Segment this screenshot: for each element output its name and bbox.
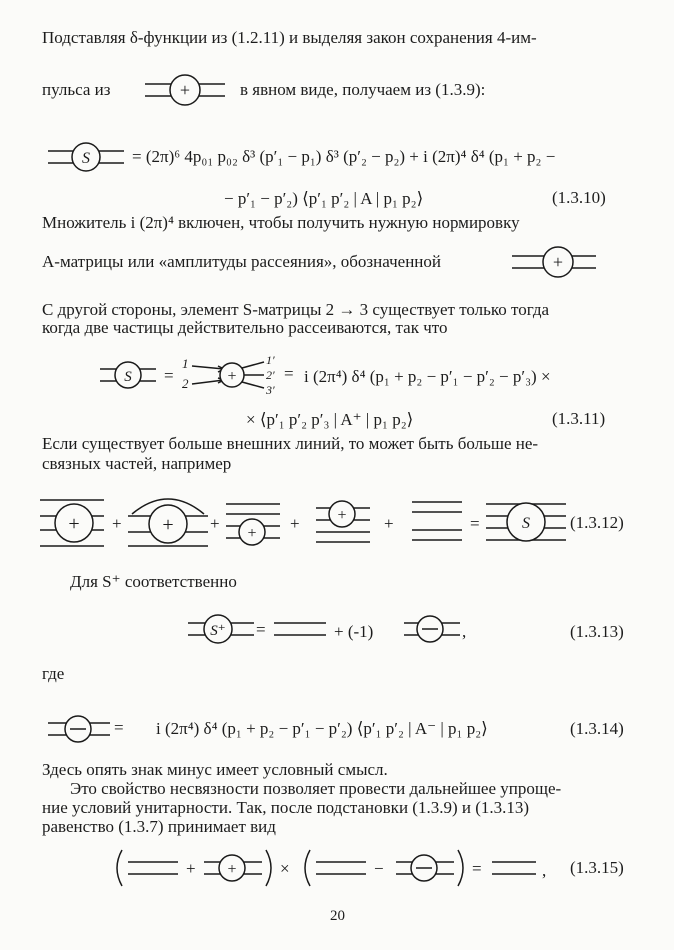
equation-1-3-10-line-a: = (2π)⁶ 4p₀₁ p₀₂ δ³ (p′₁ − p₁) δ³ (p′₂ − p₂) + i (2π)⁴ δ⁴ (p₁ + p₂ − [132,147,556,166]
equals-sign: = [284,364,294,383]
text-line-5: С другой стороны, элемент S-матрицы 2 → 3 существует только тогда [42,300,550,319]
diagram-S-label: S [124,369,132,385]
text-line-13: ние условий унитарности. Так, после подстановки (1.3.9) и (1.3.13) [42,798,530,817]
diagram-S-eq11 [100,358,156,392]
diagram-plus-A-matrix [512,244,596,280]
equation-number-1-3-10: (1.3.10) [552,188,606,207]
diagram-S-eq10 [48,140,124,174]
text-line-3: Множитель i (2π)⁴ включен, чтобы получить нужную нормировку [42,213,520,232]
diagram-2-to-3-scattering [180,352,284,398]
text-line-9: Для S⁺ соответственно [70,572,237,591]
diagram-minus [404,612,460,646]
text-line-2a: пульса из [42,80,111,99]
label-1-prime: 1′ [266,353,275,367]
text-line-2b: в явном виде, получаем из (1.3.9): [240,80,486,99]
comma: , [542,861,547,880]
label-1: 1 [182,356,189,371]
diagram-plus-inline [145,72,225,108]
text-line-12: Это свойство несвязности позволяет провести дальнейшее упроще- [70,779,562,798]
equals-sign: = [114,718,124,737]
diagram-S-label: S [82,150,90,167]
equals-sign: = [472,859,482,878]
equation-1-3-14: i (2π⁴) δ⁴ (p₁ + p₂ − p′₁ − p′₂) ⟨p′₁ p′₂ | A⁻ | p₁ p₂⟩ [156,719,488,738]
equation-1-3-10-line-b: − p′₁ − p′₂) ⟨p′₁ p′₂ | A | p₁ p₂⟩ [224,189,424,208]
comma: , [462,622,467,641]
equation-number-1-3-11: (1.3.11) [552,409,606,428]
text-line-10: где [42,664,65,683]
equation-1-3-13-coef: + (-1) [334,622,374,641]
equation-1-3-11-line-a: i (2π⁴) δ⁴ (p₁ + p₂ − p′₁ − p′₂ − p′₃) × [304,367,551,386]
minus-operator: − [374,859,384,878]
diagram-plus-sign: + [552,252,564,272]
diagram-S-plus-label: S⁺ [210,623,226,639]
diagram-plus-sign: + [337,507,347,524]
text-line-4: A-матрицы или «амплитуды рассеяния», обозначенной [42,252,441,271]
equals-sign: = [470,514,480,533]
diagram-unitarity-relation [112,846,556,894]
plus-operator: + [384,514,394,533]
plus-operator: + [186,859,196,878]
diagram-plus-sign: + [227,861,237,878]
equation-number-1-3-15: (1.3.15) [570,858,624,877]
diagram-plus-sign: + [68,513,80,535]
diagram-identity-lines [274,612,326,646]
equals-sign: = [164,366,174,385]
plus-operator: + [112,514,122,533]
diagram-plus-sign: + [247,525,257,542]
text-line-14: равенство (1.3.7) принимает вид [42,817,276,836]
equation-number-1-3-12: (1.3.12) [570,513,624,532]
page-number: 20 [330,908,345,924]
equation-1-3-11-line-b: × ⟨p′₁ p′₂ p′₃ | A⁺ | p₁ p₂⟩ [246,410,414,429]
text-line-8: связных частей, например [42,454,232,473]
equals-sign: = [256,620,266,639]
label-3-prime: 3′ [266,383,275,397]
plus-operator: + [290,514,300,533]
text-line-7: Если существует больше внешних линий, то может быть больше не- [42,434,539,453]
label-2: 2 [182,376,189,391]
diagram-plus-sign: + [162,514,174,536]
times-operator: × [280,859,290,878]
diagram-plus-sign: + [179,80,191,100]
diagram-S-plus [188,612,254,646]
text-line-1: Подставляя δ-функции из (1.2.11) и выделяя закон сохранения 4-им- [42,28,537,47]
diagram-plus-sign: + [227,368,237,385]
plus-operator: + [210,514,220,533]
diagram-minus-eq14 [48,712,110,746]
text-line-11: Здесь опять знак минус имеет условный смысл. [42,760,388,779]
diagram-S-label: S [522,515,530,532]
text-line-6: когда две частицы действительно рассеиваются, так что [42,318,448,337]
equation-number-1-3-13: (1.3.13) [570,622,624,641]
equation-number-1-3-14: (1.3.14) [570,719,624,738]
label-2-prime: 2′ [266,368,275,382]
diagram-disconnected-parts [40,490,570,556]
